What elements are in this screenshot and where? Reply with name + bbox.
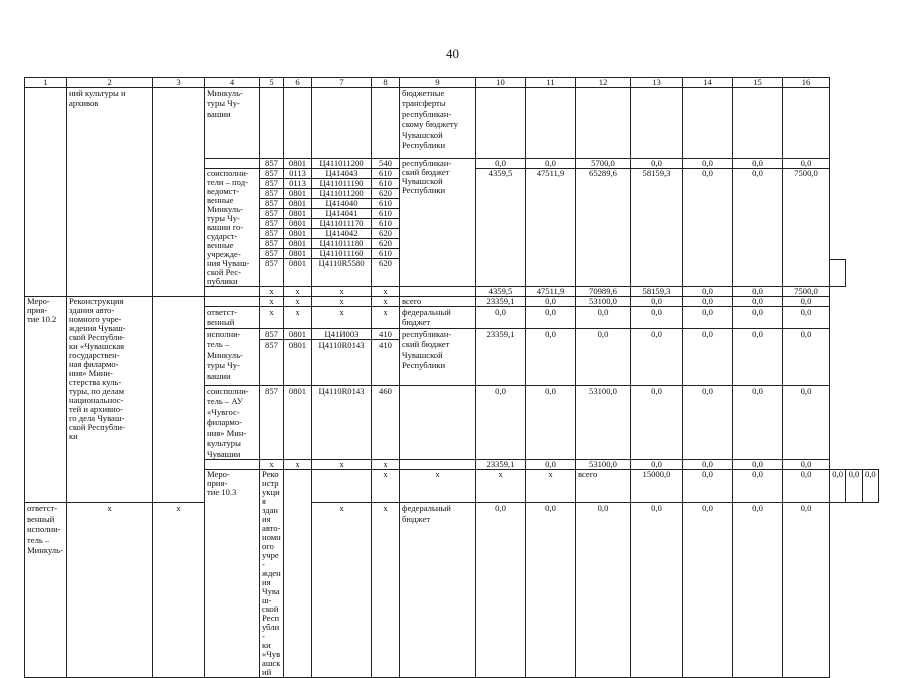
- measure-title: Реконструкция здания авто- номного учре- ждения Чуваш- ской Республи- ки «Чувашская государствен- ная филармо- ния» Мини- стерства куль- туры, по делам национальнос- тей и архивно- го дела Чуваш- ской Республи- ки: [67, 297, 153, 503]
- value-cell: 0,0: [631, 328, 683, 385]
- value-cell: 0,0: [733, 159, 783, 169]
- code-cell: 857: [260, 209, 284, 219]
- column-header: 3: [153, 78, 205, 88]
- code-value: Ц4110R0143: [318, 340, 365, 351]
- value-cell: 0,0: [733, 503, 783, 678]
- value-cell: 0,0: [683, 460, 733, 470]
- value-cell: 47511,9: [526, 287, 576, 297]
- value-cell: 47511,9: [526, 169, 576, 287]
- code-cell: 0801: [284, 159, 312, 169]
- budget-table: [24, 77, 879, 678]
- empty-cell: [476, 88, 526, 159]
- code-cell: [312, 328, 372, 385]
- code-cell: 460: [372, 385, 400, 459]
- value-cell: 0,0: [783, 159, 830, 169]
- value-cell: 0,0: [733, 460, 783, 470]
- column-header: 5: [260, 78, 284, 88]
- code-cell: x: [372, 460, 400, 470]
- code-cell: Ц411011170: [312, 219, 372, 229]
- executor-cell: Минкуль- туры Чу- вашии: [205, 88, 260, 159]
- value-cell: 58159,3: [631, 287, 683, 297]
- value-cell: 0,0: [683, 470, 733, 503]
- code-cell: x: [284, 287, 312, 297]
- column-header: 10: [476, 78, 526, 88]
- code-cell: Ц411011180: [312, 239, 372, 249]
- code-cell: x: [372, 297, 400, 307]
- value-cell: 0,0: [683, 328, 733, 385]
- column-header: 9: [400, 78, 476, 88]
- measure-number: Меро- прия- тие 10.3: [205, 470, 260, 678]
- code-cell: 0801: [284, 249, 312, 259]
- code-cell: x: [372, 503, 400, 678]
- code-cell: 0801: [284, 239, 312, 249]
- empty-cell: [312, 470, 372, 503]
- column-header: 13: [631, 78, 683, 88]
- value-cell: 0,0: [683, 503, 733, 678]
- value-cell: 0,0: [783, 297, 830, 307]
- value-cell: 0,0: [683, 159, 733, 169]
- code-cell: x: [284, 460, 312, 470]
- code-cell: 857: [260, 199, 284, 209]
- source-cell: республикан- ский бюджет Чувашской Республики: [400, 328, 476, 385]
- code-cell: Ц414042: [312, 229, 372, 239]
- value-cell: 0,0: [783, 470, 830, 503]
- value-cell: 7500,0: [783, 169, 830, 287]
- code-value: Ц41И003: [324, 328, 359, 339]
- code-cell: Ц414041: [312, 209, 372, 219]
- code-cell: [372, 328, 400, 385]
- value-cell: 5700,0: [576, 159, 631, 169]
- value-cell: 15000,0: [631, 470, 683, 503]
- empty-cell: [153, 297, 205, 503]
- column-header: 14: [683, 78, 733, 88]
- code-cell: x: [260, 297, 284, 307]
- value-cell: 23359,1: [476, 460, 526, 470]
- value-cell: 0,0: [733, 328, 783, 385]
- value-cell: 70989,6: [576, 287, 631, 297]
- value-cell: 0,0: [476, 385, 526, 459]
- column-header: 2: [67, 78, 153, 88]
- value-cell: 0,0: [683, 287, 733, 297]
- code-cell: x: [372, 287, 400, 297]
- page-number: 40: [446, 46, 459, 61]
- value-cell: 0,0: [526, 297, 576, 307]
- value-cell: 0,0: [783, 307, 830, 329]
- value-cell: 53100,0: [576, 460, 631, 470]
- code-cell: 610: [372, 219, 400, 229]
- value-cell: 53100,0: [576, 297, 631, 307]
- value-cell: 0,0: [733, 287, 783, 297]
- value-cell: 0,0: [526, 503, 576, 678]
- code-cell: Ц414043: [312, 169, 372, 179]
- value-cell: 0,0: [683, 297, 733, 307]
- code-cell: 540: [372, 159, 400, 169]
- value-cell: 0,0: [631, 385, 683, 459]
- value-cell: 0,0: [733, 297, 783, 307]
- table-row: [25, 503, 879, 678]
- code-cell: x: [260, 460, 284, 470]
- code-value: 0801: [288, 340, 307, 351]
- code-cell: x: [312, 503, 372, 678]
- executor-cell: исполни- тель – Минкуль- туры Чу- вашии: [205, 328, 260, 385]
- value-cell: 0,0: [476, 307, 526, 329]
- value-cell: 0,0: [783, 503, 830, 678]
- executor-cell: соисполни- тель – АУ «Чувгос- филармо- ния» Мин- культуры Чувашии: [205, 385, 260, 459]
- code-cell: x: [284, 307, 312, 329]
- code-cell: 857: [260, 169, 284, 179]
- source-cell: республикан- ский бюджет Чувашской Республики: [400, 159, 476, 287]
- code-cell: 0801: [284, 385, 312, 459]
- code-cell: Ц4110R0143: [312, 385, 372, 459]
- value-cell: 0,0: [733, 307, 783, 329]
- code-cell: 857: [260, 159, 284, 169]
- empty-cell: [372, 88, 400, 159]
- code-value: 410: [379, 340, 392, 351]
- empty-cell: [400, 460, 476, 470]
- value-cell: 0,0: [576, 328, 631, 385]
- value-cell: 53100,0: [576, 385, 631, 459]
- code-cell: 0801: [284, 199, 312, 209]
- measure-title: Реконструкция здания авто- номного учре- ждения Чуваш- ской Республи- ки «Чувашский: [260, 470, 284, 678]
- source-cell: федеральный бюджет: [400, 503, 476, 678]
- code-cell: Ц411011160: [312, 249, 372, 259]
- empty-cell: [683, 88, 733, 159]
- measure-title: ний культуры и архивов: [67, 88, 153, 297]
- code-cell: 857: [260, 249, 284, 259]
- code-cell: 620: [372, 239, 400, 249]
- code-value: 857: [265, 328, 278, 339]
- column-header: 1: [25, 78, 67, 88]
- code-cell: x: [312, 307, 372, 329]
- value-cell: 0,0: [733, 470, 783, 503]
- code-cell: x: [372, 470, 400, 503]
- value-cell: 0,0: [846, 470, 862, 503]
- value-cell: 0,0: [476, 159, 526, 169]
- value-cell: 0,0: [476, 503, 526, 678]
- value-cell: 0,0: [576, 503, 631, 678]
- column-header: 15: [733, 78, 783, 88]
- code-cell: 610: [372, 249, 400, 259]
- code-cell: 610: [372, 199, 400, 209]
- code-cell: 610: [372, 169, 400, 179]
- empty-cell: [400, 385, 476, 459]
- empty-cell: [830, 260, 846, 287]
- code-cell: Ц411011200: [312, 189, 372, 199]
- code-cell: 610: [372, 209, 400, 219]
- empty-cell: [260, 88, 284, 159]
- code-cell: Ц414040: [312, 199, 372, 209]
- code-cell: 620: [372, 259, 400, 287]
- executor-cell: соисполни- тели – под- ведомст- венные Минкуль- туры Чу- вашии го- сударст- венные учрежде- ния Чуваш- ской Рес- публики: [205, 169, 260, 287]
- code-value: 0801: [288, 328, 307, 339]
- code-cell: x: [476, 470, 526, 503]
- empty-cell: [205, 159, 260, 169]
- value-cell: 0,0: [526, 385, 576, 459]
- empty-cell: [205, 287, 260, 297]
- value-cell: 0,0: [526, 460, 576, 470]
- value-cell: 65289,6: [576, 169, 631, 287]
- source-cell: всего: [400, 297, 476, 307]
- column-header: 11: [526, 78, 576, 88]
- code-cell: 857: [260, 259, 284, 287]
- column-header: 12: [576, 78, 631, 88]
- column-header: 6: [284, 78, 312, 88]
- code-cell: 857: [260, 189, 284, 199]
- code-cell: x: [312, 287, 372, 297]
- code-cell: x: [312, 460, 372, 470]
- code-cell: 857: [260, 239, 284, 249]
- value-cell: 0,0: [631, 503, 683, 678]
- code-value: 410: [379, 328, 392, 339]
- code-value: 857: [265, 340, 278, 351]
- empty-cell: [733, 88, 783, 159]
- code-cell: 0801: [284, 189, 312, 199]
- code-cell: Ц411011190: [312, 179, 372, 189]
- empty-cell: [526, 88, 576, 159]
- value-cell: 0,0: [783, 460, 830, 470]
- table-row: [25, 88, 879, 159]
- value-cell: 0,0: [683, 169, 733, 287]
- code-cell: 857: [260, 219, 284, 229]
- value-cell: 0,0: [576, 307, 631, 329]
- source-cell: федеральный бюджет: [400, 307, 476, 329]
- value-cell: 0,0: [631, 159, 683, 169]
- empty-cell: [312, 88, 372, 159]
- value-cell: 0,0: [526, 159, 576, 169]
- empty-cell: [783, 88, 830, 159]
- value-cell: 4359,5: [476, 287, 526, 297]
- code-cell: x: [153, 503, 205, 678]
- empty-cell: [25, 88, 67, 297]
- code-cell: Ц411011200: [312, 159, 372, 169]
- empty-cell: [153, 88, 205, 297]
- value-cell: 0,0: [783, 385, 830, 459]
- column-header: 8: [372, 78, 400, 88]
- code-cell: x: [312, 297, 372, 307]
- code-cell: x: [400, 470, 476, 503]
- code-cell: 0801: [284, 229, 312, 239]
- executor-cell: ответст- венный: [205, 307, 260, 329]
- empty-cell: [284, 88, 312, 159]
- value-cell: 7500,0: [783, 287, 830, 297]
- empty-cell: [400, 287, 476, 297]
- value-cell: 23359,1: [476, 328, 526, 385]
- executor-cell: ответст- венный исполни- тель – Минкуль-: [25, 503, 67, 678]
- value-cell: 0,0: [526, 328, 576, 385]
- code-cell: Ц4110R5580: [312, 259, 372, 287]
- table-row: [25, 78, 879, 88]
- empty-cell: [284, 470, 312, 678]
- empty-cell: [576, 88, 631, 159]
- code-cell: 857: [260, 385, 284, 459]
- code-cell: 0801: [284, 209, 312, 219]
- value-cell: 0,0: [733, 385, 783, 459]
- code-cell: 620: [372, 229, 400, 239]
- code-cell: [260, 328, 284, 385]
- code-cell: x: [67, 503, 153, 678]
- column-header: 7: [312, 78, 372, 88]
- value-cell: 4359,5: [476, 169, 526, 287]
- value-cell: 0,0: [526, 307, 576, 329]
- code-cell: x: [284, 297, 312, 307]
- empty-cell: [205, 460, 260, 470]
- code-cell: 857: [260, 179, 284, 189]
- code-cell: 857: [260, 229, 284, 239]
- code-cell: 0801: [284, 259, 312, 287]
- value-cell: 0,0: [683, 385, 733, 459]
- value-cell: 0,0: [862, 470, 878, 503]
- code-cell: 610: [372, 179, 400, 189]
- code-cell: 0801: [284, 219, 312, 229]
- table-row: [25, 297, 879, 307]
- code-cell: x: [260, 307, 284, 329]
- column-header: 16: [783, 78, 830, 88]
- source-cell: всего: [576, 470, 631, 503]
- measure-number: Меро- прия- тие 10.2: [25, 297, 67, 503]
- value-cell: 0,0: [783, 328, 830, 385]
- value-cell: 0,0: [631, 460, 683, 470]
- code-cell: [284, 328, 312, 385]
- code-cell: 0113: [284, 179, 312, 189]
- code-cell: 620: [372, 189, 400, 199]
- code-cell: x: [372, 307, 400, 329]
- value-cell: 0,0: [733, 169, 783, 287]
- source-cell: бюджетные трансферты республикан- скому бюджету Чувашской Республики: [400, 88, 476, 159]
- value-cell: 0,0: [631, 307, 683, 329]
- value-cell: 58159,3: [631, 169, 683, 287]
- value-cell: 0,0: [683, 307, 733, 329]
- value-cell: 23359,1: [476, 297, 526, 307]
- column-header: 4: [205, 78, 260, 88]
- value-cell: 0,0: [631, 297, 683, 307]
- empty-cell: [205, 297, 260, 307]
- code-cell: x: [526, 470, 576, 503]
- code-cell: x: [260, 287, 284, 297]
- code-cell: 0113: [284, 169, 312, 179]
- empty-cell: [631, 88, 683, 159]
- value-cell: 0,0: [830, 470, 846, 503]
